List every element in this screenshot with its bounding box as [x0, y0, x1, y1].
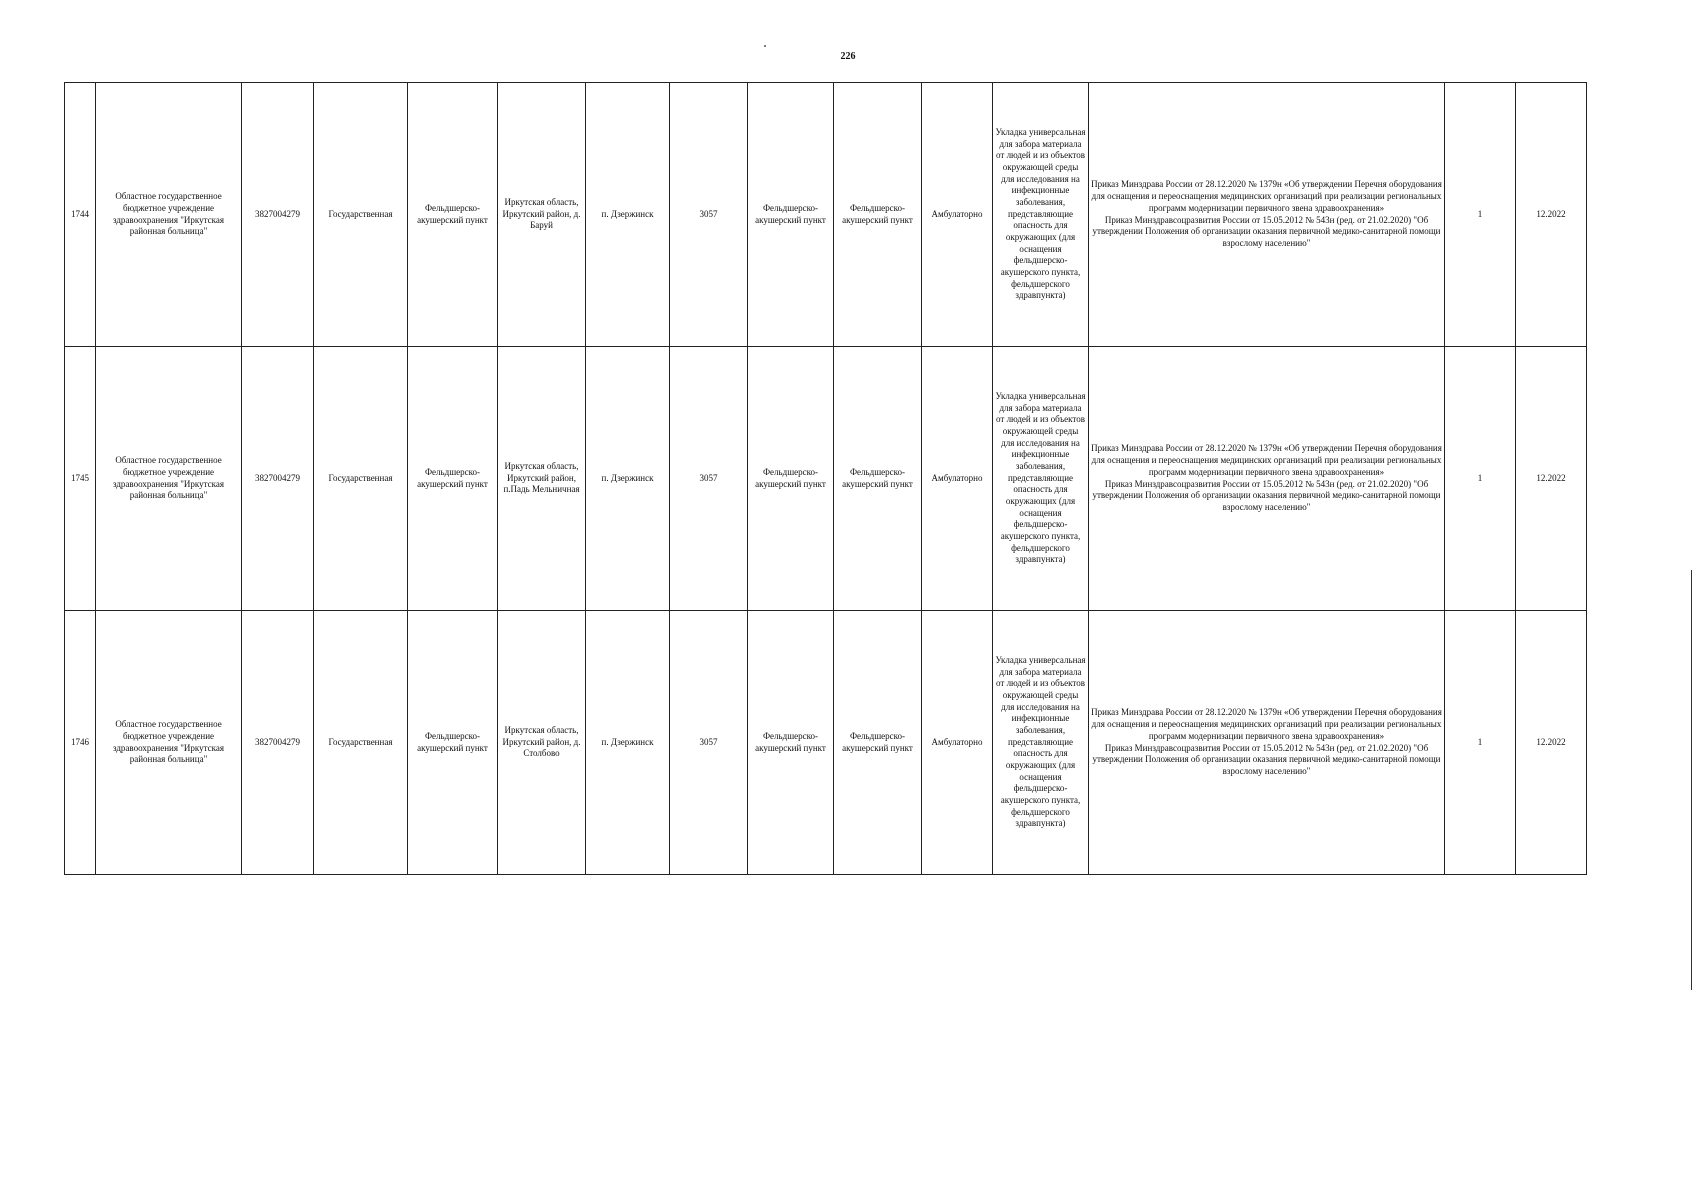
legal-basis-order-543n: Приказ Минздравсоцразвития России от 15.05.2012 № 543н (ред. от 21.02.2020) "Об утверждении Положения об организации оказания первичной медико-санитарной помощи взрослому населению" [1092, 478, 1441, 512]
table-row [65, 611, 1587, 875]
inn-cell: 3827004279 [242, 83, 314, 347]
code-cell: 3057 [670, 83, 748, 347]
legal-basis-order-1379n: Приказ Минздрава России от 28.12.2020 № 1379н «Об утверждении Перечня оборудования для оснащения и переоснащения медицинских организаций при реализации региональных программ модернизации первичного звена здравоохранения» [1091, 707, 1442, 741]
inn-cell: 3827004279 [242, 611, 314, 875]
legal-basis-cell [1089, 347, 1445, 611]
row-number: 1744 [65, 83, 96, 347]
registry-table [64, 82, 1587, 875]
subunit-cell: Фельдшерско-акушерский пункт [834, 347, 922, 611]
facility-type-cell: Фельдшерско-акушерский пункт [408, 611, 498, 875]
ownership-cell: Государственная [314, 83, 408, 347]
quantity-cell: 1 [1445, 611, 1516, 875]
legal-basis-cell [1089, 611, 1445, 875]
scan-edge-line [1691, 570, 1692, 990]
unit-cell: Фельдшерско-акушерский пункт [748, 611, 834, 875]
address-cell: Иркутская область, Иркутский район, д. Столбово [498, 611, 586, 875]
institution-name: Областное государственное бюджетное учреждение здравоохранения "Иркутская районная больница" [96, 83, 242, 347]
legal-basis-order-1379n: Приказ Минздрава России от 28.12.2020 № 1379н «Об утверждении Перечня оборудования для оснащения и переоснащения медицинских организаций при реализации региональных программ модернизации первичного звена здравоохранения» [1091, 179, 1442, 213]
quantity-cell: 1 [1445, 83, 1516, 347]
legal-basis-order-543n: Приказ Минздравсоцразвития России от 15.05.2012 № 543н (ред. от 21.02.2020) "Об утверждении Положения об организации оказания первичной медико-санитарной помощи взрослому населению" [1092, 214, 1441, 248]
care-form-cell: Амбулаторно [922, 347, 993, 611]
legal-basis-order-1379n: Приказ Минздрава России от 28.12.2020 № 1379н «Об утверждении Перечня оборудования для оснащения и переоснащения медицинских организаций при реализации региональных программ модернизации первичного звена здравоохранения» [1091, 443, 1442, 477]
unit-cell: Фельдшерско-акушерский пункт [748, 347, 834, 611]
date-cell: 12.2022 [1516, 347, 1587, 611]
code-cell: 3057 [670, 347, 748, 611]
legal-basis-cell [1089, 83, 1445, 347]
institution-name: Областное государственное бюджетное учреждение здравоохранения "Иркутская районная больница" [96, 347, 242, 611]
locality-cell: п. Дзержинск [586, 611, 670, 875]
row-number: 1746 [65, 611, 96, 875]
unit-cell: Фельдшерско-акушерский пункт [748, 83, 834, 347]
subunit-cell: Фельдшерско-акушерский пункт [834, 83, 922, 347]
facility-type-cell: Фельдшерско-акушерский пункт [408, 83, 498, 347]
care-form-cell: Амбулаторно [922, 83, 993, 347]
table-row [65, 347, 1587, 611]
code-cell: 3057 [670, 611, 748, 875]
locality-cell: п. Дзержинск [586, 83, 670, 347]
date-cell: 12.2022 [1516, 83, 1587, 347]
equipment-cell: Укладка универсальная для забора материала от людей и из объектов окружающей среды для исследования на инфекционные заболевания, представляющие опасность для окружающих (для оснащения фельдшерско-акушерского пункта, фельдшерского здравпункта) [993, 83, 1089, 347]
locality-cell: п. Дзержинск [586, 347, 670, 611]
facility-type-cell: Фельдшерско-акушерский пункт [408, 347, 498, 611]
address-cell: Иркутская область, Иркутский район, д. Баруй [498, 83, 586, 347]
table-row [65, 83, 1587, 347]
date-cell: 12.2022 [1516, 611, 1587, 875]
care-form-cell: Амбулаторно [922, 611, 993, 875]
page-number: 226 [840, 51, 856, 62]
equipment-cell: Укладка универсальная для забора материала от людей и из объектов окружающей среды для исследования на инфекционные заболевания, представляющие опасность для окружающих (для оснащения фельдшерско-акушерского пункта, фельдшерского здравпункта) [993, 347, 1089, 611]
institution-name: Областное государственное бюджетное учреждение здравоохранения "Иркутская районная больница" [96, 611, 242, 875]
legal-basis-order-543n: Приказ Минздравсоцразвития России от 15.05.2012 № 543н (ред. от 21.02.2020) "Об утверждении Положения об организации оказания первичной медико-санитарной помощи взрослому населению" [1092, 742, 1441, 776]
inn-cell: 3827004279 [242, 347, 314, 611]
equipment-cell: Укладка универсальная для забора материала от людей и из объектов окружающей среды для исследования на инфекционные заболевания, представляющие опасность для окружающих (для оснащения фельдшерско-акушерского пункта, фельдшерского здравпункта) [993, 611, 1089, 875]
subunit-cell: Фельдшерско-акушерский пункт [834, 611, 922, 875]
ownership-cell: Государственная [314, 611, 408, 875]
scan-speck [764, 45, 766, 47]
row-number: 1745 [65, 347, 96, 611]
quantity-cell: 1 [1445, 347, 1516, 611]
address-cell: Иркутская область, Иркутский район, п.Падь Мельничная [498, 347, 586, 611]
ownership-cell: Государственная [314, 347, 408, 611]
